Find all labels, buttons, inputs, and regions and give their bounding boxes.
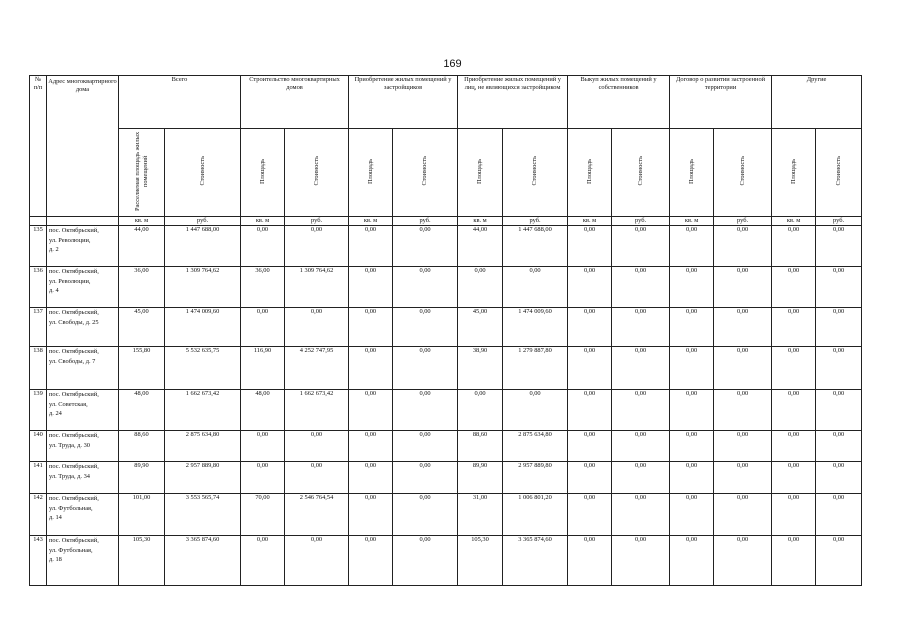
row-number: 139 <box>30 390 47 431</box>
cost-cell: 2 875 634,80 <box>165 431 241 462</box>
cost-cell: 1 474 009,60 <box>503 308 568 347</box>
cost-cell: 0,00 <box>714 347 772 390</box>
area-cell: 36,00 <box>241 267 285 308</box>
area-cell: 0,00 <box>772 536 816 586</box>
header-group-developer-purchase: Приобретение жилых помещений у застройщиков <box>349 76 458 129</box>
header-group-total: Всего <box>119 76 241 129</box>
cost-cell: 1 474 009,60 <box>165 308 241 347</box>
row-address <box>47 267 119 308</box>
header-cost: Стоимость <box>393 129 458 217</box>
area-cell: 0,00 <box>349 347 393 390</box>
cost-cell: 0,00 <box>612 308 670 347</box>
table-row <box>30 267 862 308</box>
unit-area: кв. м <box>119 217 165 226</box>
header-cost: Стоимость <box>612 129 670 217</box>
cost-cell: 2 546 764,54 <box>285 494 349 536</box>
cost-cell: 1 662 673,42 <box>285 390 349 431</box>
cost-cell: 0,00 <box>816 390 862 431</box>
row-number: 137 <box>30 308 47 347</box>
row-address <box>47 494 119 536</box>
area-cell: 0,00 <box>241 536 285 586</box>
unit-cost: руб. <box>816 217 862 226</box>
area-cell: 0,00 <box>568 226 612 267</box>
cost-cell: 0,00 <box>393 347 458 390</box>
cost-cell: 0,00 <box>714 462 772 494</box>
area-cell: 44,00 <box>119 226 165 267</box>
row-number: 135 <box>30 226 47 267</box>
header-cost: Стоимость <box>503 129 568 217</box>
header-total-area: Расселяемая площадь жилых помещений <box>119 129 165 217</box>
table-body <box>30 226 862 586</box>
cost-cell: 0,00 <box>816 226 862 267</box>
cost-cell: 0,00 <box>816 308 862 347</box>
address-line: д. 2 <box>49 246 59 253</box>
cost-cell: 0,00 <box>816 462 862 494</box>
cost-cell: 1 662 673,42 <box>165 390 241 431</box>
cost-cell: 0,00 <box>393 431 458 462</box>
header-group-nondeveloper-purchase: Приобретение жилых помещений у лиц, не являющихся застройщиком <box>458 76 568 129</box>
area-cell: 0,00 <box>568 536 612 586</box>
area-cell: 0,00 <box>349 308 393 347</box>
address-line: д. 18 <box>49 556 62 563</box>
cost-cell: 0,00 <box>816 347 862 390</box>
area-cell: 0,00 <box>670 226 714 267</box>
cost-cell: 0,00 <box>503 390 568 431</box>
cost-cell: 1 309 764,62 <box>165 267 241 308</box>
cost-cell: 0,00 <box>503 267 568 308</box>
area-cell: 0,00 <box>772 267 816 308</box>
address-line: ул. Футбольная, <box>49 546 93 554</box>
address-line: пос. Октябрьский, <box>49 432 99 439</box>
cost-cell: 0,00 <box>612 226 670 267</box>
cost-cell: 0,00 <box>816 494 862 536</box>
row-address <box>47 226 119 267</box>
address-line: ул. Свободы, д. 7 <box>49 357 96 365</box>
cost-cell: 2 957 889,80 <box>503 462 568 494</box>
unit-cost: руб. <box>285 217 349 226</box>
area-cell: 116,90 <box>241 347 285 390</box>
cost-cell: 0,00 <box>714 267 772 308</box>
cost-cell: 3 365 874,60 <box>503 536 568 586</box>
area-cell: 0,00 <box>349 462 393 494</box>
header-area: Площадь <box>241 129 285 217</box>
cost-cell: 0,00 <box>612 347 670 390</box>
area-cell: 0,00 <box>349 431 393 462</box>
area-cell: 105,30 <box>458 536 503 586</box>
area-cell: 89,90 <box>119 462 165 494</box>
cost-cell: 0,00 <box>714 431 772 462</box>
header-cost: Стоимость <box>285 129 349 217</box>
table-row <box>30 308 862 347</box>
units-empty <box>47 217 119 226</box>
row-number: 142 <box>30 494 47 536</box>
address-line: ул. Революции, <box>49 277 91 285</box>
table-row <box>30 536 862 586</box>
cost-cell: 0,00 <box>714 308 772 347</box>
cost-cell: 0,00 <box>393 462 458 494</box>
area-cell: 0,00 <box>349 536 393 586</box>
header-group-construction: Строительство многоквартирных домов <box>241 76 349 129</box>
cost-cell: 0,00 <box>285 308 349 347</box>
cost-cell: 0,00 <box>816 431 862 462</box>
cost-cell: 0,00 <box>612 536 670 586</box>
header-number: № п/п <box>30 76 47 217</box>
area-cell: 0,00 <box>241 226 285 267</box>
cost-cell: 0,00 <box>612 462 670 494</box>
unit-area: кв. м <box>568 217 612 226</box>
address-line: пос. Октябрьский, <box>49 537 99 544</box>
address-line: пос. Октябрьский, <box>49 268 99 275</box>
cost-cell: 0,00 <box>285 431 349 462</box>
cost-cell: 3 365 874,60 <box>165 536 241 586</box>
area-cell: 0,00 <box>241 308 285 347</box>
cost-cell: 0,00 <box>285 462 349 494</box>
cost-cell: 0,00 <box>714 494 772 536</box>
header-area: Площадь <box>670 129 714 217</box>
row-address <box>47 347 119 390</box>
cost-cell: 1 279 887,80 <box>503 347 568 390</box>
header-group-buyout: Выкуп жилых помещений у собственников <box>568 76 670 129</box>
cost-cell: 0,00 <box>285 226 349 267</box>
cost-cell: 0,00 <box>816 536 862 586</box>
area-cell: 0,00 <box>772 494 816 536</box>
area-cell: 0,00 <box>670 431 714 462</box>
area-cell: 0,00 <box>349 267 393 308</box>
area-cell: 48,00 <box>119 390 165 431</box>
row-number: 141 <box>30 462 47 494</box>
unit-cost: руб. <box>503 217 568 226</box>
area-cell: 44,00 <box>458 226 503 267</box>
area-cell: 0,00 <box>772 431 816 462</box>
header-cost: Стоимость <box>816 129 862 217</box>
cost-cell: 2 875 634,80 <box>503 431 568 462</box>
header-cost: Стоимость <box>165 129 241 217</box>
table-row <box>30 462 862 494</box>
area-cell: 0,00 <box>458 390 503 431</box>
page-number: 169 <box>443 58 462 70</box>
cost-cell: 1 447 688,00 <box>165 226 241 267</box>
area-cell: 0,00 <box>568 390 612 431</box>
header-cost: Стоимость <box>714 129 772 217</box>
area-cell: 0,00 <box>670 267 714 308</box>
header-area: Площадь <box>349 129 393 217</box>
header-area: Площадь <box>568 129 612 217</box>
cost-cell: 0,00 <box>393 267 458 308</box>
cost-cell: 0,00 <box>612 494 670 536</box>
row-number: 138 <box>30 347 47 390</box>
address-line: пос. Октябрьский, <box>49 391 99 398</box>
cost-cell: 4 252 747,95 <box>285 347 349 390</box>
row-number: 136 <box>30 267 47 308</box>
unit-cost: руб. <box>714 217 772 226</box>
unit-area: кв. м <box>458 217 503 226</box>
area-cell: 0,00 <box>670 308 714 347</box>
area-cell: 0,00 <box>670 347 714 390</box>
area-cell: 88,60 <box>119 431 165 462</box>
table-row <box>30 226 862 267</box>
unit-cost: руб. <box>165 217 241 226</box>
cost-cell: 1 309 764,62 <box>285 267 349 308</box>
address-line: д. 24 <box>49 410 62 417</box>
address-line: пос. Октябрьский, <box>49 348 99 355</box>
area-cell: 0,00 <box>772 462 816 494</box>
area-cell: 0,00 <box>568 462 612 494</box>
address-line: ул. Советская, <box>49 400 88 408</box>
unit-area: кв. м <box>670 217 714 226</box>
area-cell: 0,00 <box>349 390 393 431</box>
area-cell: 0,00 <box>241 462 285 494</box>
row-address <box>47 462 119 494</box>
area-cell: 88,60 <box>458 431 503 462</box>
table-row <box>30 494 862 536</box>
cost-cell: 0,00 <box>393 494 458 536</box>
area-cell: 0,00 <box>349 494 393 536</box>
area-cell: 0,00 <box>772 226 816 267</box>
row-address <box>47 308 119 347</box>
header-address: Адрес многоквартирного дома <box>47 76 119 217</box>
address-line: ул. Свободы, д. 25 <box>49 318 99 326</box>
address-line: ул. Труда, д. 30 <box>49 441 90 449</box>
area-cell: 31,00 <box>458 494 503 536</box>
area-cell: 36,00 <box>119 267 165 308</box>
address-line: ул. Футбольная, <box>49 504 93 512</box>
unit-area: кв. м <box>772 217 816 226</box>
area-cell: 70,00 <box>241 494 285 536</box>
cost-cell: 3 553 565,74 <box>165 494 241 536</box>
area-cell: 0,00 <box>349 226 393 267</box>
area-cell: 0,00 <box>670 390 714 431</box>
area-cell: 0,00 <box>670 462 714 494</box>
area-cell: 89,90 <box>458 462 503 494</box>
unit-area: кв. м <box>241 217 285 226</box>
cost-cell: 5 532 635,75 <box>165 347 241 390</box>
area-cell: 0,00 <box>670 536 714 586</box>
cost-cell: 0,00 <box>612 431 670 462</box>
cost-cell: 0,00 <box>393 308 458 347</box>
cost-cell: 0,00 <box>285 536 349 586</box>
cost-cell: 0,00 <box>714 390 772 431</box>
area-cell: 48,00 <box>241 390 285 431</box>
area-cell: 0,00 <box>568 347 612 390</box>
area-cell: 101,00 <box>119 494 165 536</box>
area-cell: 0,00 <box>568 267 612 308</box>
cost-cell: 0,00 <box>714 226 772 267</box>
cost-cell: 0,00 <box>612 390 670 431</box>
cost-cell: 1 447 688,00 <box>503 226 568 267</box>
area-cell: 0,00 <box>568 431 612 462</box>
address-line: пос. Октябрьский, <box>49 227 99 234</box>
address-line: пос. Октябрьский, <box>49 495 99 502</box>
address-line: ул. Революции, <box>49 236 91 244</box>
cost-cell: 2 957 889,80 <box>165 462 241 494</box>
row-number: 143 <box>30 536 47 586</box>
address-line: пос. Октябрьский, <box>49 463 99 470</box>
header-group-other: Другие <box>772 76 862 129</box>
cost-cell: 0,00 <box>816 267 862 308</box>
area-cell: 0,00 <box>568 308 612 347</box>
area-cell: 0,00 <box>772 390 816 431</box>
unit-area: кв. м <box>349 217 393 226</box>
address-line: д. 4 <box>49 287 59 294</box>
area-cell: 45,00 <box>119 308 165 347</box>
cost-cell: 0,00 <box>393 536 458 586</box>
area-cell: 155,80 <box>119 347 165 390</box>
address-line: пос. Октябрьский, <box>49 309 99 316</box>
cost-cell: 0,00 <box>714 536 772 586</box>
unit-cost: руб. <box>612 217 670 226</box>
table-row <box>30 431 862 462</box>
cost-cell: 0,00 <box>612 267 670 308</box>
table-row <box>30 390 862 431</box>
cost-cell: 0,00 <box>393 226 458 267</box>
area-cell: 45,00 <box>458 308 503 347</box>
area-cell: 0,00 <box>772 308 816 347</box>
row-number: 140 <box>30 431 47 462</box>
area-cell: 0,00 <box>241 431 285 462</box>
cost-cell: 0,00 <box>393 390 458 431</box>
area-cell: 0,00 <box>568 494 612 536</box>
header-area: Площадь <box>772 129 816 217</box>
row-address <box>47 536 119 586</box>
address-line: д. 14 <box>49 514 62 521</box>
header-group-development-agreement: Договор о развитии застроенной территории <box>670 76 772 129</box>
area-cell: 0,00 <box>670 494 714 536</box>
address-line: ул. Труда, д. 34 <box>49 472 90 480</box>
area-cell: 38,90 <box>458 347 503 390</box>
row-address <box>47 390 119 431</box>
header-area: Площадь <box>458 129 503 217</box>
unit-cost: руб. <box>393 217 458 226</box>
table-row <box>30 347 862 390</box>
area-cell: 105,30 <box>119 536 165 586</box>
cost-cell: 1 006 801,20 <box>503 494 568 536</box>
resettlement-table <box>29 75 862 586</box>
area-cell: 0,00 <box>772 347 816 390</box>
row-address <box>47 431 119 462</box>
area-cell: 0,00 <box>458 267 503 308</box>
units-empty <box>30 217 47 226</box>
